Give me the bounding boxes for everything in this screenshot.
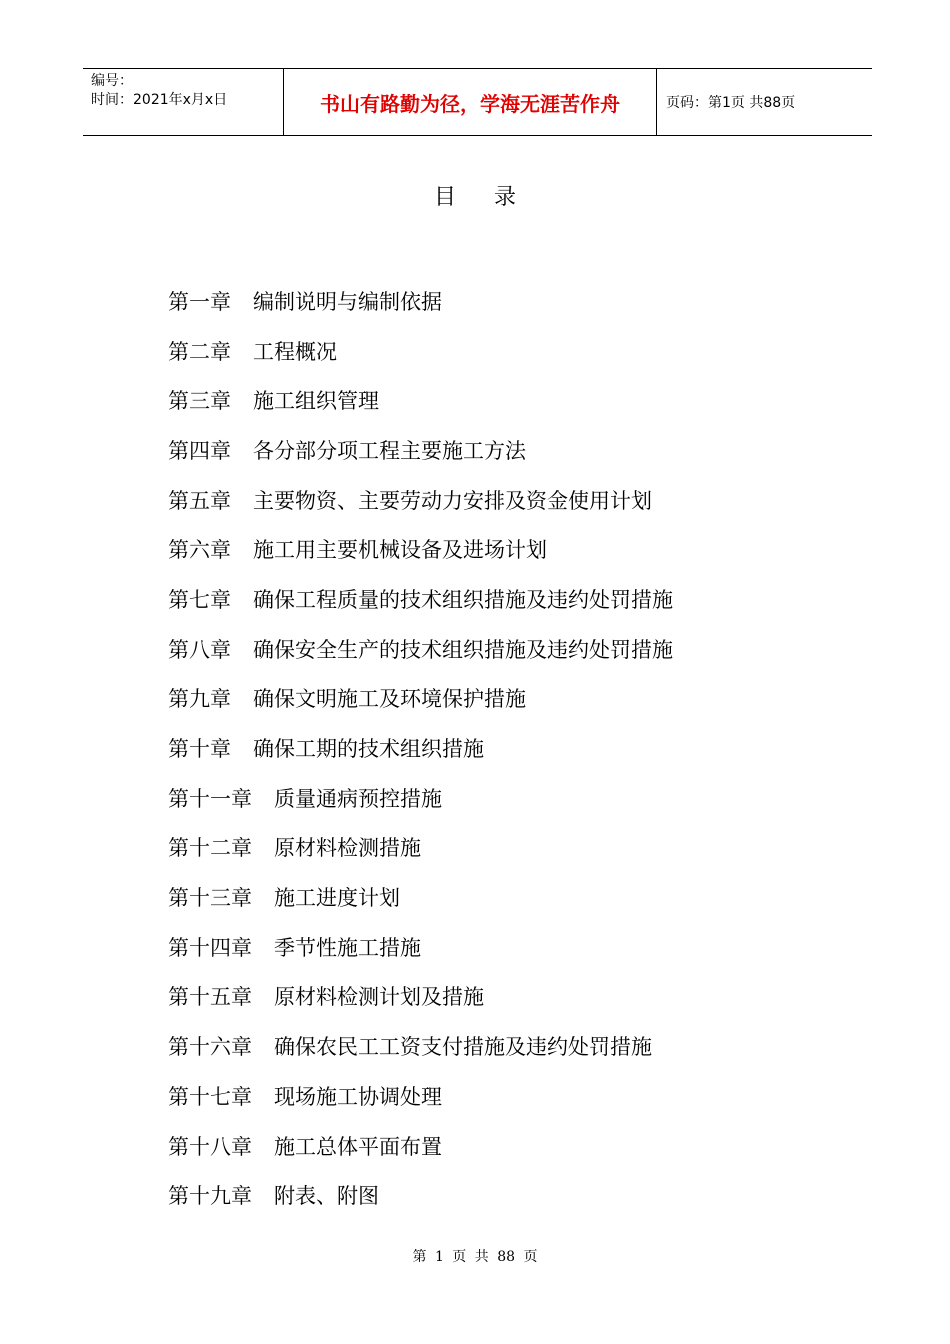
- toc-chapter-title: 附表、附图: [274, 1184, 379, 1209]
- number-label: 编号：: [91, 73, 133, 89]
- toc-chapter-number: 第十章: [168, 737, 231, 762]
- date-label: 时间：2021年x月x日: [91, 92, 228, 108]
- toc-chapter-title: 施工用主要机械设备及进场计划: [253, 538, 547, 563]
- header-slogan: 书山有路勤为径，学海无涯苦作舟: [284, 69, 657, 135]
- toc-entry: [168, 1071, 673, 1121]
- toc-chapter-title: 质量通病预控措施: [274, 786, 442, 811]
- toc-chapter-number: 第十四章: [168, 935, 252, 960]
- toc-entry: [168, 624, 673, 674]
- toc-entry: [168, 922, 673, 972]
- toc-title: 目录: [433, 185, 554, 210]
- toc-entry: [168, 276, 673, 326]
- header-meta: [83, 69, 284, 135]
- toc-entry: [168, 723, 673, 773]
- toc-chapter-number: 第五章: [168, 488, 231, 513]
- toc-chapter-number: 第三章: [168, 389, 231, 414]
- toc-chapter-title: 确保工程质量的技术组织措施及违约处罚措施: [253, 587, 673, 612]
- toc-entry: [168, 425, 673, 475]
- page-header: [83, 68, 872, 136]
- toc-chapter-number: 第十一章: [168, 786, 252, 811]
- toc-entry: [168, 1021, 673, 1071]
- toc-chapter-number: 第十九章: [168, 1184, 252, 1209]
- toc-entry: [168, 475, 673, 525]
- toc-chapter-title: 工程概况: [253, 339, 337, 364]
- toc-chapter-number: 第十六章: [168, 1035, 252, 1060]
- toc-chapter-number: 第四章: [168, 438, 231, 463]
- toc-entry: [168, 1170, 673, 1220]
- header-page-info: 页码：第1页 共88页: [666, 95, 796, 111]
- toc-chapter-title: 原材料检测计划及措施: [274, 985, 484, 1010]
- toc-entry: [168, 326, 673, 376]
- toc-chapter-title: 确保工期的技术组织措施: [253, 737, 484, 762]
- toc-chapter-title: 施工组织管理: [253, 389, 379, 414]
- toc-chapter-number: 第十二章: [168, 836, 252, 861]
- toc-chapter-number: 第九章: [168, 687, 231, 712]
- toc-chapter-number: 第二章: [168, 339, 231, 364]
- toc-chapter-number: 第一章: [168, 289, 231, 314]
- toc-entry: [168, 872, 673, 922]
- toc-chapter-title: 确保文明施工及环境保护措施: [253, 687, 526, 712]
- toc-chapter-number: 第十五章: [168, 985, 252, 1010]
- toc-chapter-title: 原材料检测措施: [274, 836, 421, 861]
- toc-chapter-title: 施工总体平面布置: [274, 1134, 442, 1159]
- toc-entry: [168, 823, 673, 873]
- toc-chapter-title: 主要物资、主要劳动力安排及资金使用计划: [253, 488, 652, 513]
- toc-list: [168, 276, 673, 1220]
- toc-chapter-title: 编制说明与编制依据: [253, 289, 442, 314]
- toc-chapter-number: 第十三章: [168, 886, 252, 911]
- toc-entry: [168, 972, 673, 1022]
- toc-entry: [168, 524, 673, 574]
- toc-chapter-title: 施工进度计划: [274, 886, 400, 911]
- toc-entry: [168, 1121, 673, 1171]
- toc-chapter-title: 确保安全生产的技术组织措施及违约处罚措施: [253, 637, 673, 662]
- toc-entry: [168, 773, 673, 823]
- toc-entry: [168, 674, 673, 724]
- page-footer: 第 1 页 共 88 页: [412, 1249, 538, 1265]
- toc-chapter-number: 第七章: [168, 587, 231, 612]
- toc-chapter-number: 第十八章: [168, 1134, 252, 1159]
- toc-chapter-title: 确保农民工工资支付措施及违约处罚措施: [274, 1035, 652, 1060]
- toc-chapter-title: 季节性施工措施: [274, 935, 421, 960]
- toc-chapter-title: 现场施工协调处理: [274, 1084, 442, 1109]
- toc-chapter-number: 第八章: [168, 637, 231, 662]
- toc-entry: [168, 375, 673, 425]
- toc-chapter-number: 第十七章: [168, 1084, 252, 1109]
- toc-chapter-title: 各分部分项工程主要施工方法: [253, 438, 526, 463]
- toc-entry: [168, 574, 673, 624]
- toc-chapter-number: 第六章: [168, 538, 231, 563]
